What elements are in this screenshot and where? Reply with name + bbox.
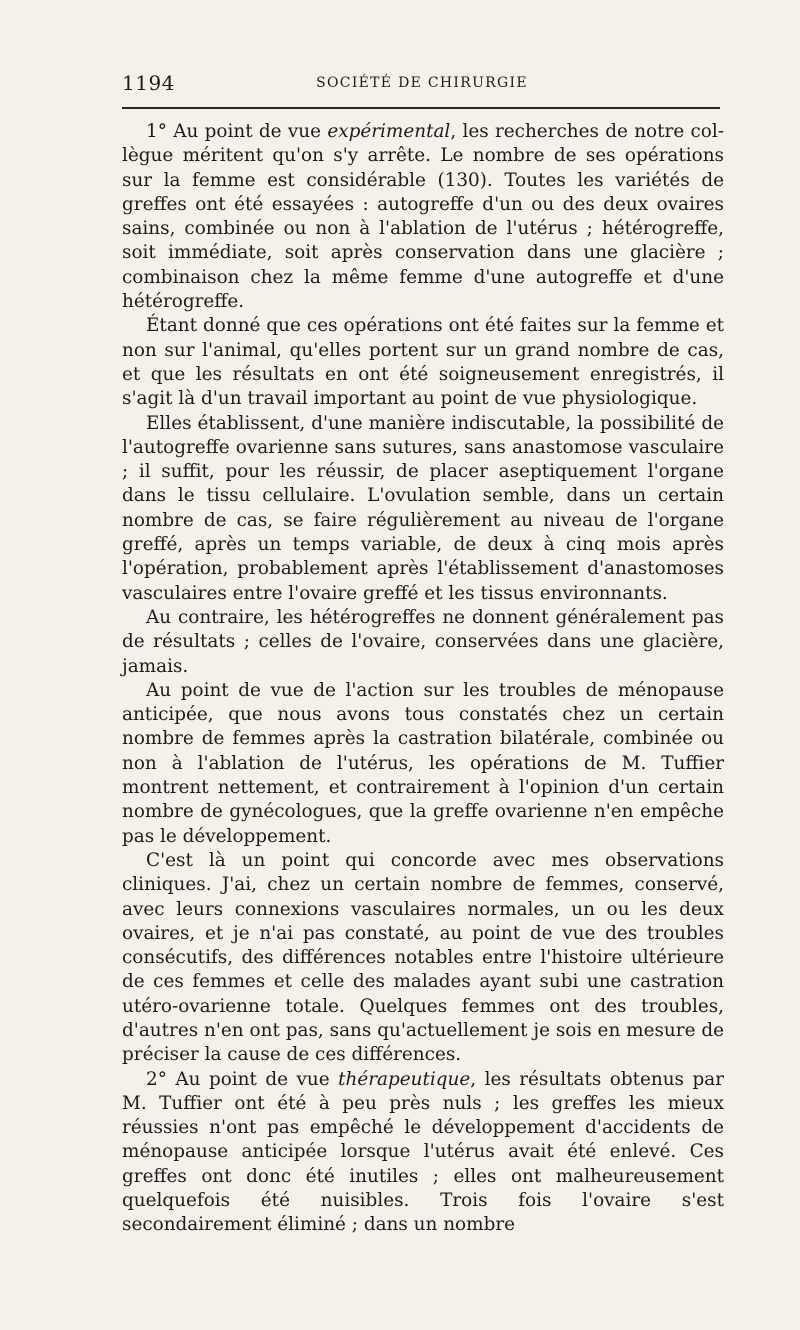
paragraph-experimental [122, 120, 724, 314]
running-title: SOCIÉTÉ DE CHIRURGIE [316, 75, 528, 91]
header-rule [122, 107, 720, 109]
paragraph-text: 1° Au point de vue [146, 121, 328, 142]
paragraph-text: , les résultats obtenus par M. Tuffier ont été à peu près nuls ; les greffes les mieux réussies n'ont pas empêché le développement d'accidents de ménopause anticipée lorsque l'utérus avait été enlevé. Ces greffes ont donc été inutiles ; elles ont malheureusement quelquefois été nuisibles. Trois fois l'ovaire s'est secondairement éliminé ; dans un nombre [122, 1068, 724, 1236]
paragraph: Au contraire, les hétérogreffes ne donnent généralement pas de résultats ; celles de l'ovaire, conservées dans une glacière, jamais. [122, 606, 724, 677]
page-header [122, 70, 722, 96]
paragraph: Elles établissent, d'une manière indiscutable, la possibilité de l'autogreffe ovarienne sans sutures, sans anastomose vasculaire ; il suffit, pour les réussir, de placer aseptiquement l'organe dans le tissu cellulaire. L'ovulation semble, dans un certain nombre de cas, se faire régulièrement au niveau de l'organe greffé, après un temps variable, de deux à cinq mois après l'opération, probablement après l'établissement d'anastomoses vasculaires entre l'ovaire greffé et les tissus environnants. [122, 412, 724, 604]
paragraph-text: 2° Au point de vue [146, 1068, 339, 1090]
paragraph: Étant donné que ces opérations ont été faites sur la femme et non sur l'animal, qu'elles portent sur un grand nombre de cas, et que les résultats en ont été soigneusement enregistrés, il s'agit là d'un travail important au point de vue physiologique. [122, 315, 724, 410]
paragraph-therapeutique [122, 1068, 724, 1238]
paragraph: C'est là un point qui concorde avec mes observations cliniques. J'ai, chez un certain nombre de femmes, conservé, avec leurs connexions vasculaires normales, un ou les deux ovaires, et je n'ai pas constaté, au point de vue des troubles consécutifs, des différences notables entre l'histoire ultérieure de ces femmes et celle des malades ayant subi une castration utéro-ovarienne totale. Quelques femmes ont des troubles, d'autres n'en ont pas, sans qu'actuellement je sois en mesure de préciser la cause de ces différences. [122, 849, 724, 1066]
paragraph-text: , les recherches de notre collègue méritent qu'on s'y arrête. Le nombre de ses opérations sur la femme est considérable (130). Toutes les variétés de greffes ont été essayées : autogreffe d'un ou des deux ovaires sains, combinée ou non à l'ablation de l'utérus ; hétérogreffe, soit immédiate, soit après conservation dans une glacière ; combinaison chez la même femme d'une autogreffe et d'une hétérogreffe. [122, 121, 724, 313]
italic-term: thérapeutique [338, 1068, 471, 1090]
italic-term: expérimental [327, 121, 451, 142]
paragraph: Au point de vue de l'action sur les troubles de ménopause anticipée, que nous avons tous constatés chez un certain nombre de femmes après la castration bilatérale, combinée ou non à l'ablation de l'utérus, les opérations de M. Tuffier montrent nettement, et contrairement à l'opinion d'un certain nombre de gynécologues, que la greffe ovarienne n'en empêche pas le développement. [122, 679, 724, 847]
page-number: 1194 [122, 71, 175, 95]
body-text [122, 120, 724, 1238]
